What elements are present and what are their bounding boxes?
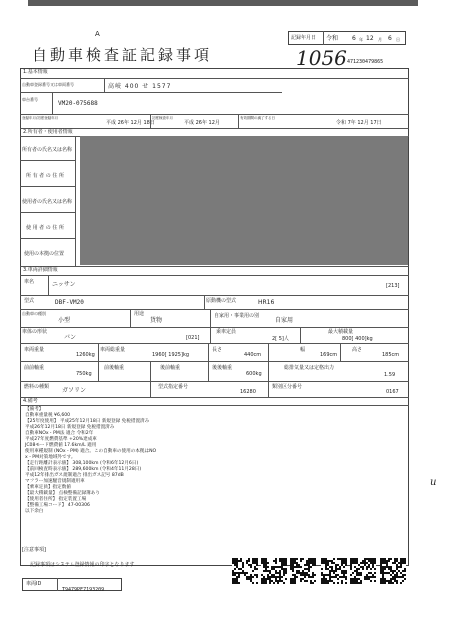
remarks-line: 平成27年度燃費基準 +20%達成車 xyxy=(25,437,97,442)
expiry-value: 令和 7年 12月 17日 xyxy=(336,120,382,126)
use-label: 用途 xyxy=(134,311,145,317)
capacity-label: 乗車定員 xyxy=(216,329,237,335)
width-value: 169cm xyxy=(320,352,338,358)
note-label: [注意事項] xyxy=(22,547,46,553)
body-value: バン xyxy=(64,334,77,341)
remarks-line: 以下余白 xyxy=(25,509,44,514)
gross-value: 1960[ 1925]kg xyxy=(152,352,190,358)
fr-label: 前後軸重 xyxy=(104,365,125,371)
chassis-value: VM20-075688 xyxy=(58,100,98,107)
fuel-label: 燃料の種類 xyxy=(24,384,50,390)
qr-code-3 xyxy=(290,558,316,584)
top-letter: A xyxy=(95,30,100,38)
section-basic: 1.基本情報 xyxy=(23,69,48,75)
height-value: 185cm xyxy=(382,352,400,358)
type-label: 自動車の種別 xyxy=(22,311,46,316)
section-owner: 2.所有者・使用者情報 xyxy=(23,129,73,135)
purpose-value: 自家用 xyxy=(275,317,294,324)
remarks-line: JC08モード燃費値 17.6km/L 適用 xyxy=(25,443,97,448)
engine-label: 原動機の型式 xyxy=(206,298,237,304)
remarks-line: 【最大積載量】 点検整備記録簿あり xyxy=(25,491,100,496)
page-title: 自動車検査証記録事項 xyxy=(32,46,213,64)
gross-label: 車両総重量 xyxy=(100,347,126,353)
disp-value: 1.59 xyxy=(384,372,396,378)
top-band xyxy=(28,0,418,6)
remarks-block xyxy=(25,407,325,515)
issue-month: 12 xyxy=(366,35,374,42)
qr-code-6 xyxy=(380,558,406,584)
first-reg-value: 平成 26年 12月 18日 xyxy=(106,120,155,126)
typeno-label: 型式指定番号 xyxy=(158,384,189,390)
engine-value: HR16 xyxy=(258,299,275,306)
weight-label: 車両重量 xyxy=(24,347,45,353)
redacted-owner-info xyxy=(80,136,408,265)
remarks-line: 自動車NOx・PM法 適合 令和2年 xyxy=(25,431,94,436)
ff-label: 前前軸重 xyxy=(24,365,45,371)
body-label: 車体の形状 xyxy=(22,329,48,335)
vehicle-id-value: T9479PF7193209 xyxy=(62,587,105,593)
qr-code-1 xyxy=(232,558,258,584)
remarks-line: 【走行距離計表示値】 308,100km (令和6年12月6日) xyxy=(25,461,139,466)
remarks-line: 【前回検査時表示値】 289,600km (令和4年11月28日) xyxy=(25,467,142,472)
remarks-line: 【25年度使用】 平成25年12月18日 新規登録 免税措置済み xyxy=(25,419,150,424)
type-value: 小型 xyxy=(58,317,71,324)
remarks-line: 平成26年12月18日 新規登録 免税措置済み xyxy=(25,425,115,430)
body-code: [021] xyxy=(186,335,200,341)
capacity-value: 2[ 5]人 xyxy=(272,336,289,342)
remarks-line: x・PM対策地域外です。 xyxy=(25,455,76,460)
qr-code-4 xyxy=(321,558,347,584)
rr-label: 後後軸重 xyxy=(212,365,233,371)
ff-value: 750kg xyxy=(76,371,92,377)
class-label: 類別区分番号 xyxy=(272,384,303,390)
issue-number: 471230479865 xyxy=(347,59,384,65)
name-label: 車名 xyxy=(24,279,35,285)
length-label: 長さ xyxy=(212,347,223,353)
reg-label: 自動車登録番号又は車両番号 xyxy=(22,82,74,87)
length-value: 440cm xyxy=(244,352,262,358)
reg-value: 高岐 400 せ 1577 xyxy=(108,83,172,90)
qr-code-2 xyxy=(261,558,287,584)
first-reg-label: 登録年月/初度登録年月 xyxy=(22,116,59,120)
note-text: 記録事項はシステム登録情報の印字となります xyxy=(30,562,135,568)
user-address-label: 使 用 者 の 住 所 xyxy=(26,225,64,231)
qr-code-5 xyxy=(350,558,376,584)
model-label: 型式 xyxy=(24,298,35,304)
remarks-line: 【乗車定員】指定数値 xyxy=(25,485,71,490)
name-value: ニッサン xyxy=(52,281,76,288)
fuel-value: ガソリン xyxy=(62,387,87,394)
remarks-line: 平成12年排出ガス規制適合 排出ガス記号 87dB xyxy=(25,473,124,478)
purpose-label: 自家用・事業用の別 xyxy=(214,313,260,319)
issue-date-label: 記録年月日 xyxy=(291,35,317,41)
side-handwritten-mark: u xyxy=(430,477,437,488)
section-vehicle: 3.車両詳細情報 xyxy=(23,267,58,273)
owner-name-label: 所有者の氏名又は名称 xyxy=(22,147,73,153)
expiry-label: 有効期間の満了する日 xyxy=(240,116,275,120)
owner-address-label: 所 有 者 の 住 所 xyxy=(26,173,64,179)
use-value: 貨物 xyxy=(150,317,163,324)
rr-value: 600kg xyxy=(246,371,262,377)
remarks-line: 【使用者住所】 指定装置工場 xyxy=(25,497,87,502)
disp-label: 総排気量又は定格出力 xyxy=(284,365,335,371)
first-insp-label: 初度検査年月 xyxy=(152,116,173,120)
issue-era: 令和 xyxy=(326,35,339,42)
width-label: 幅 xyxy=(300,347,306,353)
remarks-line: マフラー加速騒音規制適用車 xyxy=(25,479,85,484)
issue-year: 6 xyxy=(352,35,356,42)
rf-label: 後前軸重 xyxy=(160,365,181,371)
issue-day: 6 xyxy=(388,35,392,42)
remarks-line: 【整備工場コード】 47-00306 xyxy=(25,503,90,508)
name-code: [213] xyxy=(386,283,400,289)
maxload-label: 最大積載量 xyxy=(328,329,354,335)
remarks-line: 自動車重量税 ¥6,600 xyxy=(25,413,71,418)
base-location-label: 使用の本拠の位置 xyxy=(24,251,65,257)
chassis-label: 車台番号 xyxy=(22,97,38,102)
height-label: 高さ xyxy=(352,347,363,353)
maxload-value: 800[ 400]kg xyxy=(342,336,373,342)
remarks-line: 【備考】 xyxy=(25,407,44,412)
weight-value: 1260kg xyxy=(76,352,95,358)
user-name-label: 使用者の氏名又は名称 xyxy=(22,199,73,205)
class-value: 0167 xyxy=(386,389,399,395)
typeno-value: 16280 xyxy=(240,389,256,395)
handwritten-serial: 1056 xyxy=(296,46,347,70)
vehicle-id-label: 車両ID xyxy=(26,581,42,587)
model-value: DBF-VM20 xyxy=(55,299,84,306)
first-insp-value: 平成 26年 12月 xyxy=(184,120,220,126)
remarks-line: 使用車種規制 (NOx・PM) 適合。この自動車の使用の本拠はNO xyxy=(25,449,157,454)
section-remarks: 4.備考 xyxy=(23,398,38,404)
